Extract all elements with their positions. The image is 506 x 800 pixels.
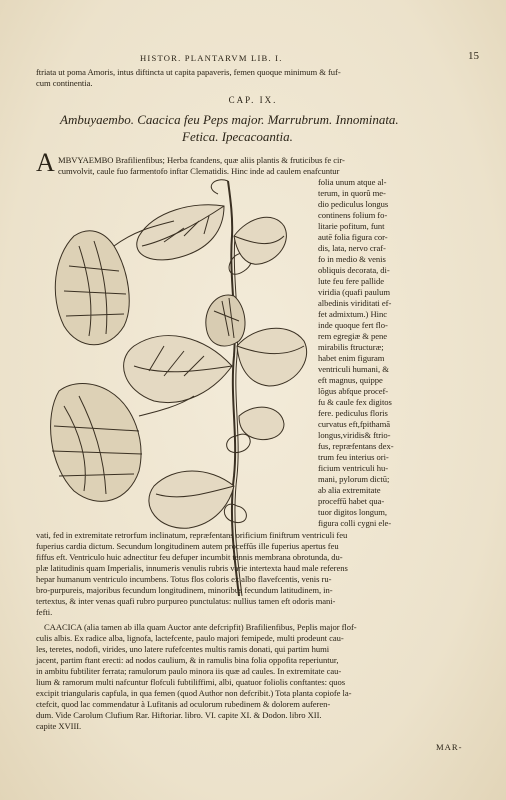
column-line: fet admixtum.) Hinc	[318, 309, 387, 319]
column-line: habet enim figuram	[318, 353, 385, 363]
catchword: MAR-	[436, 742, 463, 752]
body-line: vati, fed in extremitate retrorfum inclinatum, repræfentans orificium finiftrum ventriculi feu	[36, 530, 348, 540]
page-number: 15	[468, 50, 479, 62]
column-line: lute feu fere pallide	[318, 276, 384, 286]
caacica-line: CAACICA (alia tamen ab illa quam Auctor ante defcripfit) Brafilienfibus, Peplis major flof-	[44, 622, 357, 632]
column-line: rem egregiæ & pene	[318, 331, 388, 341]
column-line: trum feu interius ori-	[318, 452, 389, 462]
intro-line: ftriata ut poma Amoris, intus diftincta ut capita papaveris, femen quoque minimum & fuf-	[36, 67, 341, 77]
column-line: curvatus eft,fpithamā	[318, 419, 390, 429]
column-line: ab alia extremitate	[318, 485, 381, 495]
column-line: ventriculi humani, &	[318, 364, 389, 374]
caacica-line: les, teretes, nodofi, virides, uno latere rufefcentes multis ramis donati, qui partim humi	[36, 644, 330, 654]
caacica-line: excipit triangularis capfula, in qua femen (quod Author non defcribit.) Tota planta copiofe la-	[36, 688, 352, 698]
column-line: lõgus abfque procef-	[318, 386, 389, 396]
column-line: fus, repræfentans dex-	[318, 441, 394, 451]
column-line: mani, pylorum dictū;	[318, 474, 390, 484]
chapter-title-line: Ambuyaembo. Caacica feu Peps major. Marrubrum. Innominata.	[60, 112, 399, 127]
column-line: eft magnus, quippe	[318, 375, 383, 385]
caacica-line: dum. Vide Carolum Clufium Rar. Hiftoriar. libro. VI. capite XI. & Dodon. libro XII.	[36, 710, 322, 720]
column-line: obliquis decorata, di-	[318, 265, 390, 275]
column-line: fere. pediculus floris	[318, 408, 388, 418]
column-line: autē folia figura cor-	[318, 232, 388, 242]
column-line: folia unum atque al-	[318, 177, 387, 187]
column-line: longus,viridis& ftrio-	[318, 430, 391, 440]
body-line: tertextus, & inter venas quafi rubro purpureo punctulatus: nullius tamen eft odoris mani-	[36, 596, 336, 606]
caacica-line: ctefcit, quod lac commendatur à Lufitanis ad oculorum rubedinem & dolorem auferen-	[36, 699, 331, 709]
running-title: HISTOR. PLANTARVM LIB. I.	[140, 53, 283, 63]
chapter-title-line: Fetica. Ipecacoantia.	[182, 129, 293, 144]
column-line: inde quoque fert flo-	[318, 320, 388, 330]
column-line: litarie pofitum, funt	[318, 221, 385, 231]
column-line: terum, in quorû me-	[318, 188, 386, 198]
caacica-line: lium & ramorum multi nafcuntur flofculi fubtiliffimi, albi, quatuor foliolis conftantes: quos	[36, 677, 346, 687]
caacica-line: jacent, partim ftant erecti: ad nodos caulium, & in ramulis bina folia oppofita reperiuntur,	[36, 655, 339, 665]
column-line: albedinis viriditati ef-	[318, 298, 392, 308]
caacica-line: in ambitu fubtiliter ferrata; ramulorum paulo minora iis quæ ad caules. In extremitate cau-	[36, 666, 342, 676]
column-line: continens folium fo-	[318, 210, 388, 220]
body-line: hepar humanum ventriculo incumbens. Totus flos coloris ex albo flavefcentis, venis ru-	[36, 574, 332, 584]
caacica-line: culis albis. Ex radice alba, lignofa, lactefcente, paulo majori femipede, multi prodeunt cau-	[36, 633, 344, 643]
first-line: cumvolvit, caule fuo farmentofo inftar Clematidis. Hinc inde ad caulem enafcuntur	[58, 166, 340, 176]
column-line: ficium ventriculi hu-	[318, 463, 389, 473]
body-line: bro-purpureis, majoribus fecundum longitudinem, minoribus fecundum latitudinem, in-	[36, 585, 333, 595]
drop-capital: A	[36, 148, 55, 177]
chapter-heading: CAP. IX.	[228, 95, 278, 105]
caacica-line: capite XVIII.	[36, 721, 82, 731]
column-line: mirabilis ftructuræ;	[318, 342, 384, 352]
column-line: viridia (quafi paulum	[318, 287, 390, 297]
intro-line: cum continentia.	[36, 78, 93, 88]
first-line: MBVYAEMBO Brafilienfibus; Herba fcandens, quæ aliis plantis & fruticibus fe cir-	[58, 155, 345, 165]
column-line: dis, lata, nervo craf-	[318, 243, 386, 253]
column-line: proceffū habet qua-	[318, 496, 385, 506]
body-line: fefti.	[36, 607, 53, 617]
body-line: plæ latitudinis quam Imperialis, innumeris venulis rubris varie intertexta haud male referens	[36, 563, 348, 573]
column-line: fo in medio & venis	[318, 254, 386, 264]
column-line: tuor digitos longum,	[318, 507, 387, 517]
column-line: fu & caule fex digitos	[318, 397, 392, 407]
column-line: dio pediculus longus	[318, 199, 389, 209]
body-line: fiffus eft. Ventriculo huic adnectitur feu defuper incumbit tennis membrana obrotunda, du-	[36, 552, 343, 562]
body-line: fuperius cardia dictum. Secundum longitudinem autem proceffūs ille fuperius apertus feu	[36, 541, 339, 551]
column-line: figura colli cygni ele-	[318, 518, 392, 528]
